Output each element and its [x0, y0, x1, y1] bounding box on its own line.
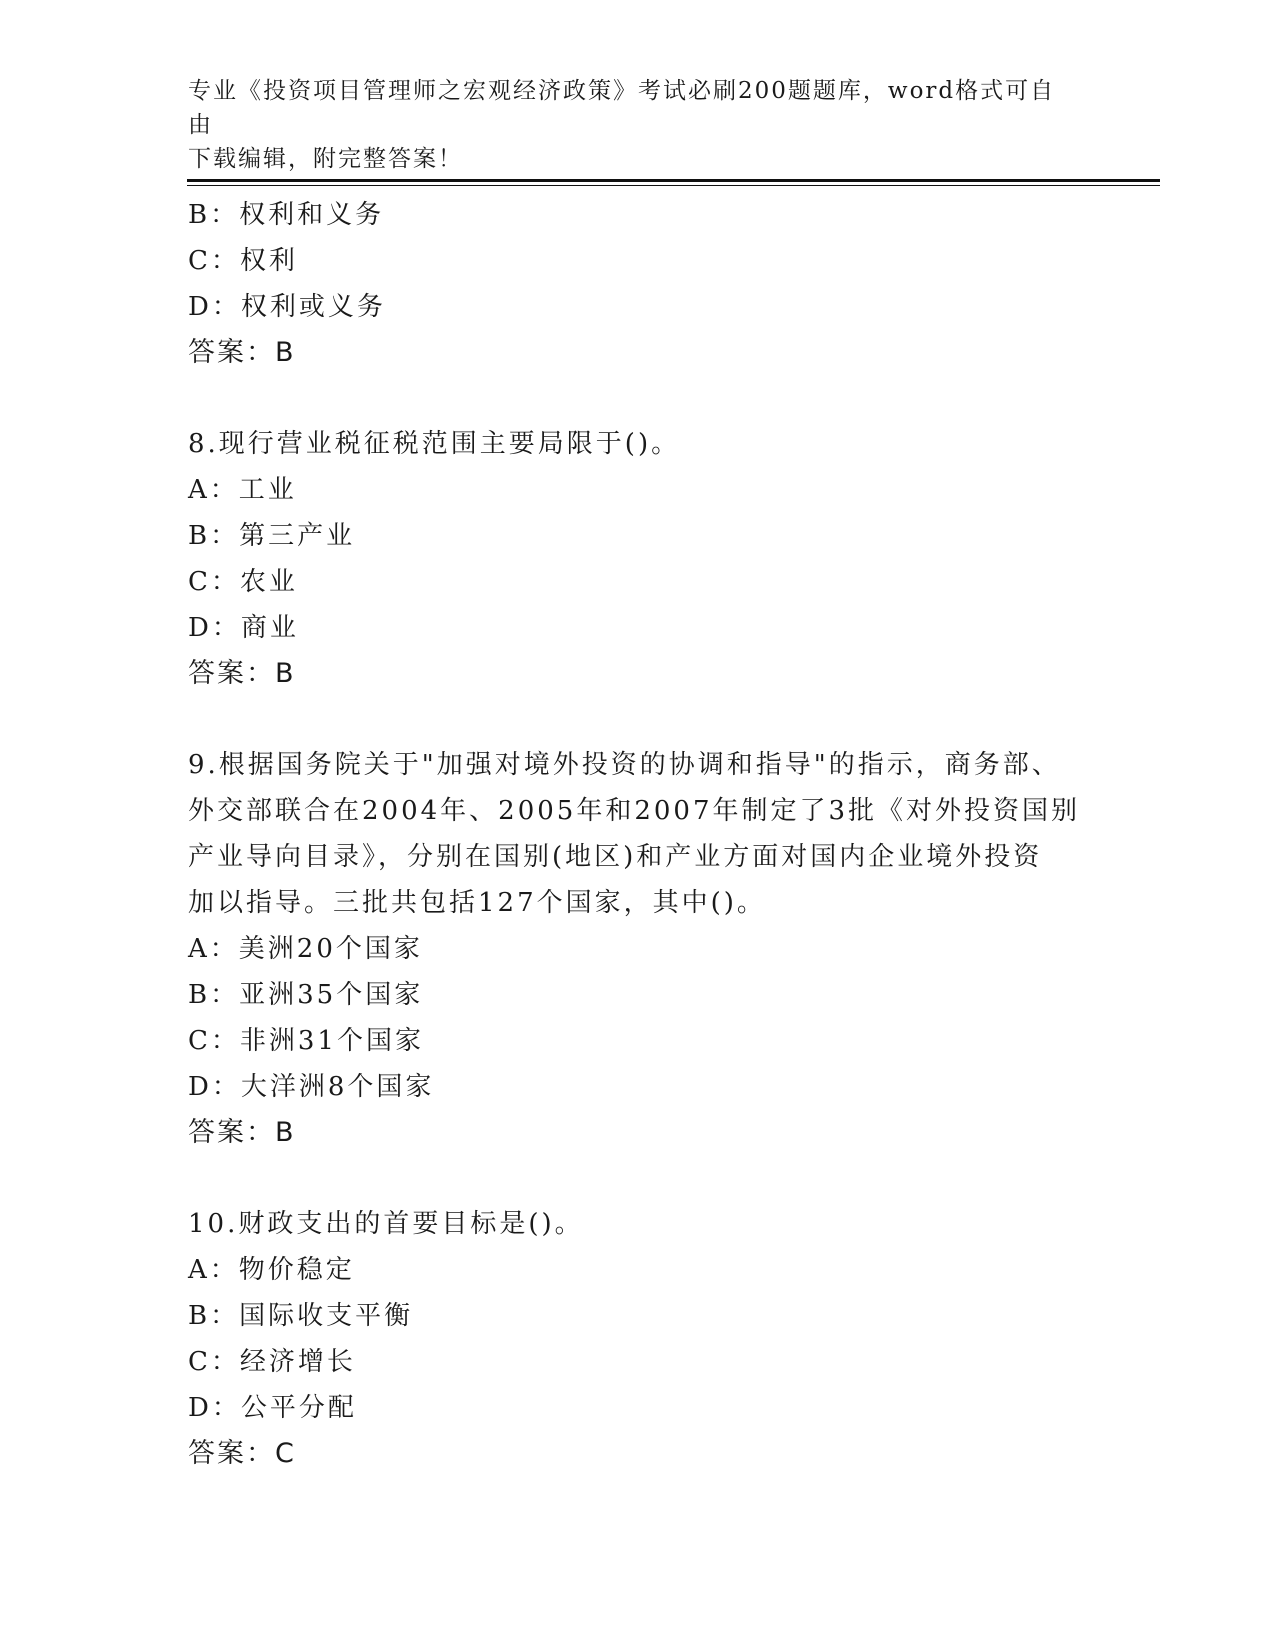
- option-d: D：权利或义务: [188, 292, 386, 322]
- question-9: [188, 742, 1081, 1156]
- option-a: A：物价稳定: [188, 1255, 355, 1285]
- stem-line: 8.现行营业税征税范围主要局限于()。: [188, 429, 681, 459]
- header-line-2: 下载编辑，附完整答案！: [188, 146, 463, 172]
- stem-line: 10.财政支出的首要目标是()。: [188, 1209, 584, 1239]
- option-c: C：经济增长: [188, 1347, 356, 1377]
- question-10: [188, 1201, 1068, 1477]
- question-stem: [188, 421, 1068, 467]
- answer-line: 答案：C: [188, 1438, 296, 1469]
- document-header: [188, 74, 1068, 176]
- header-rule-thick: [187, 179, 1160, 182]
- question-list: [188, 192, 1081, 1477]
- question-8: [188, 421, 1068, 697]
- option-c: C：非洲31个国家: [188, 1026, 424, 1056]
- header-rule-thin: [187, 185, 1160, 186]
- question-stem: [188, 742, 1081, 926]
- question-7-continued: [188, 192, 1068, 376]
- option-b: B：第三产业: [188, 521, 356, 551]
- option-a: A：美洲20个国家: [188, 934, 423, 964]
- option-b: B：亚洲35个国家: [188, 980, 424, 1010]
- option-b: B：国际收支平衡: [188, 1301, 414, 1331]
- question-stem: [188, 1201, 1068, 1247]
- option-d: D：大洋洲8个国家: [188, 1072, 435, 1102]
- answer-line: 答案：B: [188, 337, 296, 368]
- stem-line: 加以指导。三批共包括127个国家，其中()。: [188, 888, 766, 918]
- stem-line: 9.根据国务院关于"加强对境外投资的协调和指导"的指示，商务部、: [188, 750, 1061, 780]
- option-a: A：工业: [188, 475, 297, 505]
- option-c: C：农业: [188, 567, 298, 597]
- answer-line: 答案：B: [188, 658, 296, 689]
- header-line-1: 专业《投资项目管理师之宏观经济政策》考试必刷200题题库，word格式可自由: [188, 78, 1056, 138]
- stem-line: 产业导向目录》，分别在国别(地区)和产业方面对国内企业境外投资: [188, 842, 1043, 872]
- stem-line: 外交部联合在2004年、2005年和2007年制定了3批《对外投资国别: [188, 796, 1081, 826]
- option-c: C：权利: [188, 246, 298, 276]
- option-d: D：公平分配: [188, 1393, 357, 1423]
- option-b: B：权利和义务: [188, 200, 385, 230]
- answer-line: 答案：B: [188, 1117, 296, 1148]
- option-d: D：商业: [188, 613, 299, 643]
